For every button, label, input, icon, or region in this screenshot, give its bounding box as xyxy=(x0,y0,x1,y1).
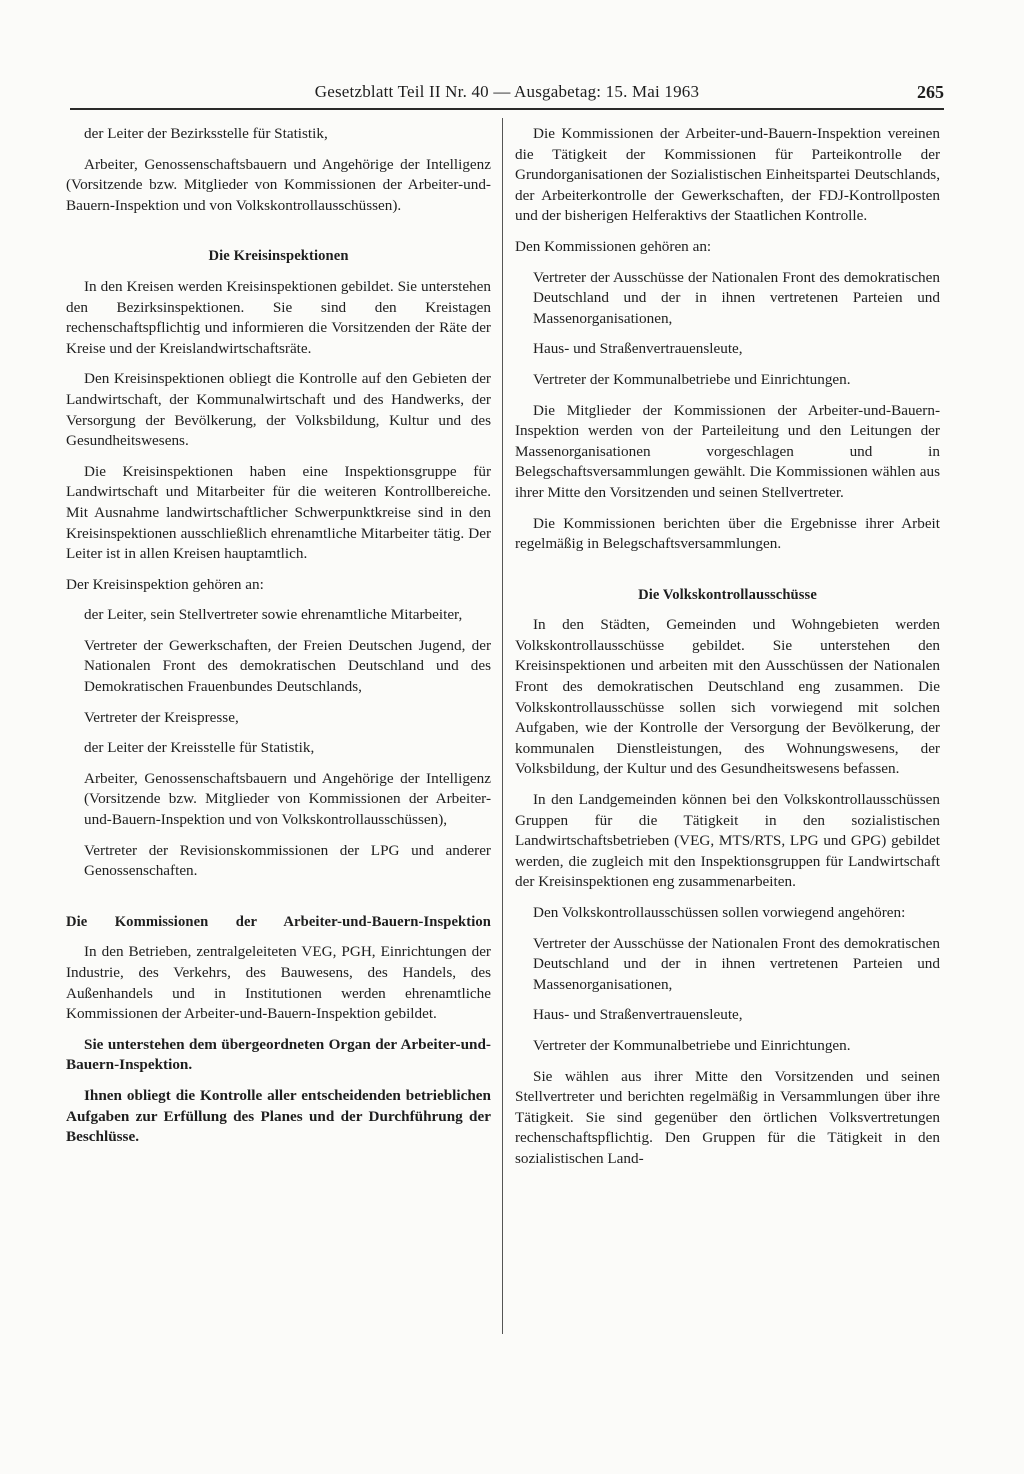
paragraph: Der Kreisinspektion gehören an: xyxy=(66,575,264,593)
list-item: Vertreter der Kommunalbetriebe und Einrichtungen. xyxy=(533,370,851,388)
list-item: Vertreter der Kreispresse, xyxy=(84,708,239,726)
paragraph: Die Kommissionen berichten über die Ergebnisse ihrer Arbeit regelmäßig in Belegschaftsversammlungen. xyxy=(515,514,940,553)
list-item: Vertreter der Kommunalbetriebe und Einrichtungen. xyxy=(533,1036,851,1054)
paragraph: In den Landgemeinden können bei den Volkskontrollausschüssen Gruppen für die Tätigkeit in den sozialistischen Landwirtschaftsbetrieben (VEG, MTS/RTS, LPG und GPG) gebildet werden, die zugleich mit den Inspektionsgruppen für Landwirtschaft der Kreisinspektionen eng zusammenarbeiten. xyxy=(515,791,940,891)
list-item: Vertreter der Gewerkschaften, der Freien Deutschen Jugend, der Nationalen Front des demokratischen Deutschland und des Demokratischen Frauenbundes Deutschlands, xyxy=(84,636,491,696)
paragraph: In den Kreisen werden Kreisinspektionen gebildet. Sie unterstehen den Bezirksinspektionen. Sie sind den Kreistagen rechenschaftspflichtig und informieren die Vorsitzenden der Räte der Kreise und der Kreislandwirtschaftsräte. xyxy=(66,277,491,357)
paragraph: Sie wählen aus ihrer Mitte den Vorsitzenden und seinen Stellvertreter und berichten regelmäßig in Versammlungen über ihre Tätigkeit. Sie sind gegenüber den örtlichen Volksvertretungen rechenschaftspflichtig. Den Gruppen für die Tätigkeit in den sozialistischen Land- xyxy=(515,1067,940,1167)
list-item: Arbeiter, Genossenschaftsbauern und Angehörige der Intelligenz (Vorsitzende bzw. Mitglieder von Kommissionen der Arbeiter-und-Bauern-Inspektion und von Volkskontrollausschüssen), xyxy=(84,769,491,829)
paragraph: Den Kommissionen gehören an: xyxy=(515,237,712,255)
list-item: Haus- und Straßenvertrauensleute, xyxy=(533,1006,743,1024)
paragraph: Sie unterstehen dem übergeordneten Organ der Arbeiter-und-Bauern-Inspektion. xyxy=(66,1035,491,1074)
paragraph: Den Kreisinspektionen obliegt die Kontrolle auf den Gebieten der Landwirtschaft, der Kommunalwirtschaft und des Handwerks, der Versorgung der Bevölkerung, der Volksbildung, Kultur und des Gesundheitswesens. xyxy=(66,370,491,450)
right-column xyxy=(515,124,940,1180)
section-heading-volkskontrollausschuesse: Die Volkskontrollausschüsse xyxy=(638,586,817,603)
page-number: 265 xyxy=(917,82,944,102)
paragraph: Den Volkskontrollausschüssen sollen vorwiegend angehören: xyxy=(533,904,906,921)
column-divider xyxy=(502,118,503,1334)
list-item: Vertreter der Revisionskommissionen der LPG und anderer Genossenschaften. xyxy=(84,841,491,880)
header-title: Gesetzblatt Teil II Nr. 40 — Ausgabetag: 15. Mai 1963 xyxy=(314,82,700,101)
paragraph: In den Städten, Gemeinden und Wohngebieten werden Volkskontrollausschüsse gebildet. Sie unterstehen den Kreisinspektionen und arbeiten mit den Ausschüssen der Nationalen Front des demokratischen Deutschland eng zusammen. Die Volkskontrollausschüsse sollen sich vorwiegend mit solchen Aufgaben, wie der Kontrolle der Versorgung der Bevölkerung, der kommunalen Dienstleistungen, des Wohnungswesens, der Volksbildung, der Kultur und des Gesundheitswesens befassen. xyxy=(515,616,940,778)
paragraph: Ihnen obliegt die Kontrolle aller entscheidenden betrieblichen Aufgaben zur Erfüllung des Planes und der Durchführung der Beschlüsse. xyxy=(66,1086,491,1146)
list-item: der Leiter, sein Stellvertreter sowie ehrenamtliche Mitarbeiter, xyxy=(84,606,463,624)
paragraph: Arbeiter, Genossenschaftsbauern und Angehörige der Intelligenz (Vorsitzende bzw. Mitglieder von Kommissionen der Arbeiter-und-Bauern-Inspektion und von Volkskontrollausschüssen). xyxy=(66,155,491,214)
left-column xyxy=(66,124,491,1158)
list-item: Haus- und Straßenvertrauensleute, xyxy=(533,340,743,358)
list-item: Vertreter der Ausschüsse der Nationalen Front des demokratischen Deutschland und der in ihnen vertretenen Parteien und Massenorganisationen, xyxy=(533,268,940,327)
section-heading-kommissionen: Die Kommissionen der Arbeiter-und-Bauern-Inspektion xyxy=(66,913,491,930)
paragraph: In den Betrieben, zentralgeleiteten VEG, PGH, Einrichtungen der Industrie, des Verkehrs, des Bauwesens, des Handels, des Außenhandels und in Institutionen werden ehrenamtliche Kommissionen der Arbeiter-und-Bauern-Inspektion gebildet. xyxy=(66,943,491,1023)
header-rule xyxy=(70,108,944,110)
section-heading-kreisinspektionen: Die Kreisinspektionen xyxy=(208,248,349,265)
paragraph: Die Kommissionen der Arbeiter-und-Bauern-Inspektion vereinen die Tätigkeit der Kommissionen für Parteikontrolle der Grundorganisationen der Sozialistischen Einheitspartei Deutschlands, der Arbeiterkontrolle der Gewerkschaften, der FDJ-Kontrollposten und der bisherigen Helferaktivs der Staatlichen Kontrolle. xyxy=(515,125,940,225)
paragraph: der Leiter der Bezirksstelle für Statistik, xyxy=(84,125,328,142)
paragraph: Die Mitglieder der Kommissionen der Arbeiter-und-Bauern-Inspektion werden von der Parteileitung und den Leitungen der Massenorganisationen vorgeschlagen und in Belegschaftsversammlungen gewählt. Die Kommissionen wählen aus ihrer Mitte den Vorsitzenden und seinen Stellvertreter. xyxy=(515,401,940,501)
paragraph: Die Kreisinspektionen haben eine Inspektionsgruppe für Landwirtschaft und Mitarbeiter für die weiteren Kontrollbereiche. Mit Ausnahme landwirtschaftlicher Schwerpunktkreise sind in den Kreisinspektionen ausschließlich ehrenamtliche Mitarbeiter tätig. Der Leiter ist in allen Kreisen hauptamtlich. xyxy=(66,462,491,563)
page-header xyxy=(70,82,944,112)
list-item: der Leiter der Kreisstelle für Statistik, xyxy=(84,739,315,757)
list-item: Vertreter der Ausschüsse der Nationalen Front des demokratischen Deutschland und der in ihnen vertretenen Parteien und Massenorganisationen, xyxy=(533,934,940,993)
